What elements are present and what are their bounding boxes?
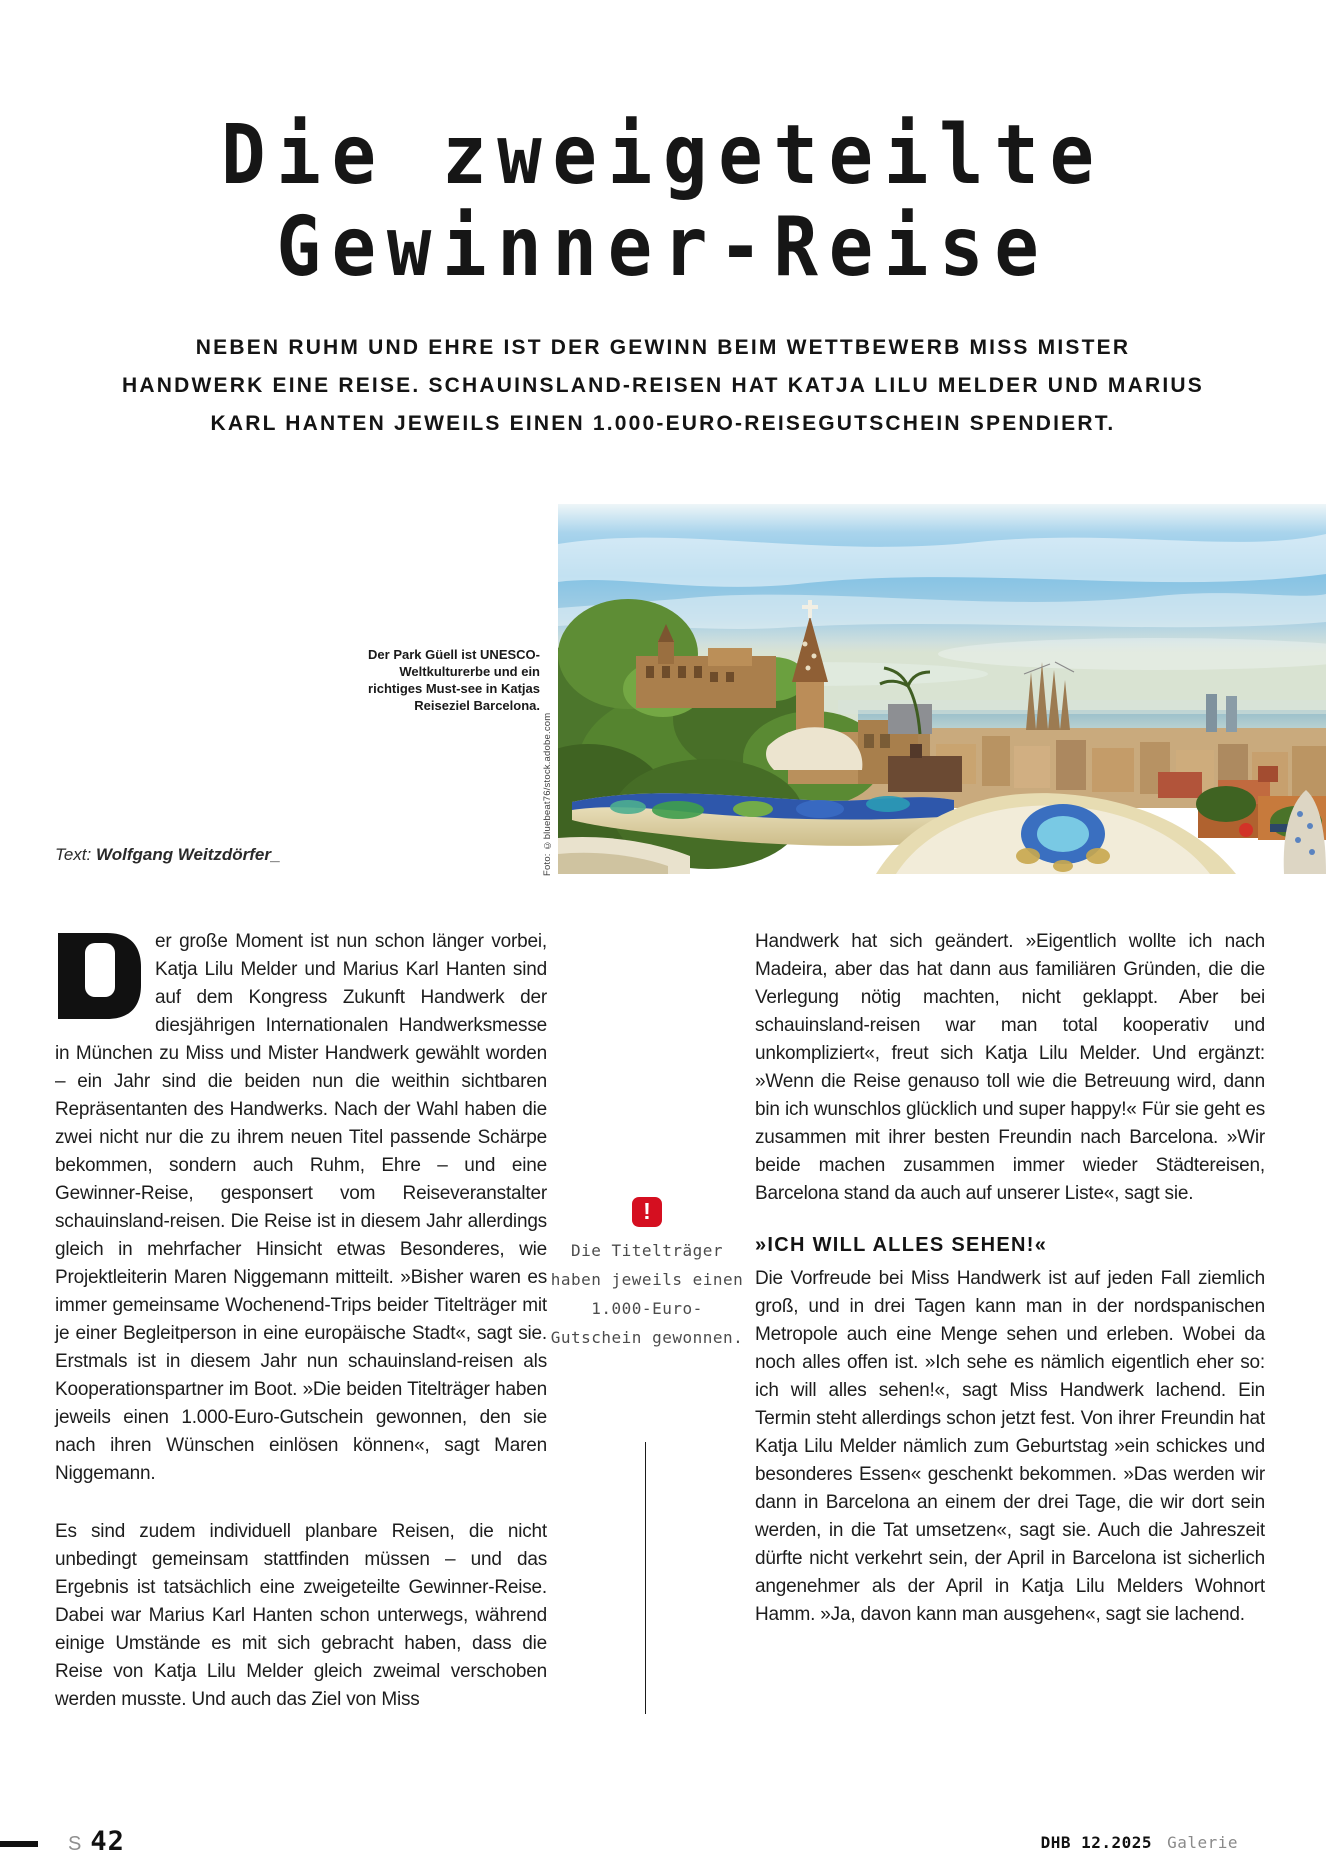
standfirst-line-2: HANDWERK EINE REISE. SCHAUINSLAND-REISEN HAT KATJA LILU MELDER UND MARIUS [122,374,1204,397]
body-text-right-p1: Handwerk hat sich geändert. »Eigentlich wollte ich nach Madeira, aber das hat dann aus familiären Gründen, die die Verlegung nötig machten, nicht geklappt. Aber bei schauinsland-reisen war man total kooperativ und unkompliziert«, freut sich Katja Lilu Melder. Und ergänzt: »Wenn die Reise genauso toll wie die Betreuung wird, dann bin ich wunschlos glücklich und super happy!« Für sie geht es zusammen mit ihrer besten Freundin nach Barcelona. »Wir beide machen zusammen immer wieder Städtereisen, Barcelona stand da auch auf unserer Liste«, sagt sie. [755,931,1265,1204]
issue-label: DHB 12.2025 [1040,1833,1153,1852]
park-guell-photo-illustration [558,504,1326,874]
footer-issue-info [1041,1833,1238,1852]
standfirst-line-1: NEBEN RUHM UND EHRE IST DER GEWINN BEIM WETTBEWERB MISS MISTER [195,336,1131,359]
body-text-left-p1: er große Moment ist nun schon länger vorbei, Katja Lilu Melder und Marius Karl Hanten sind auf dem Kongress Zukunft Handwerk der diesjährigen Internationalen Handwerksmesse in München zu Miss und Mister Handwerk gewählt worden – ein Jahr sind die beiden nun die weithin sichtbaren Repräsentanten des Handwerks. Nach der Wahl haben die zwei nicht nur die zu ihrem neuen Titel passende Schärpe bekommen, sondern auch Ruhm, Ehre – und eine Gewinner-Reise, gesponsert vom Reiseveranstalter schauinsland-reisen. Die Reise ist in diesem Jahr allerdings gleich in mehrfacher Hinsicht etwas Besonderes, wie Projektleiterin Maren Niggemann mitteilt. »Bisher waren es immer gemeinsame Wochenend-Trips beider Titelträger mit je einer Begleitperson in eine europäische Stadt«, sagt sie. Erstmals ist in diesem Jahr nun schauinsland-reisen als Kooperationspartner im Boot. »Die beiden Titelträger haben jeweils einen 1.000-Euro-Gutschein gewonnen, den sie nach ihren Wünschen einlösen können«, sagt Maren Niggemann. [55,931,547,1484]
page-title-line-2: Gewinner-Reise [276,200,1050,295]
article-column-left [55,928,547,1714]
body-text-left-p2: Es sind zudem individuell planbare Reisen, die nicht unbedingt gemeinsam stattfinden müssen – und das Ergebnis ist tatsächlich eine zweigeteilte Gewinner-Reise. Dabei war Marius Karl Hanten schon unterwegs, während einige Umstände es mit sich gebracht haben, dass die Reise von Katja Lilu Melder gleich zweimal verschoben werden musste. Und auch das Ziel von Miss [55,1521,547,1710]
section-heading: »ICH WILL ALLES SEHEN!« [755,1234,1048,1256]
section-label: Galerie [1167,1833,1238,1852]
barcelona-park-guell-photo [558,504,1326,874]
page-title-line-1: Die zweigeteilte [221,108,1105,203]
page-number-prefix: S [68,1833,82,1855]
gutter-divider-line [645,1442,646,1714]
byline-author: Wolfgang Weitzdörfer_ [95,845,281,864]
footer-rule-bar [0,1841,38,1847]
byline-label: Text: [55,845,92,864]
page-number-value: 42 [90,1826,125,1857]
byline [55,845,280,865]
body-text-right-p2: Die Vorfreude bei Miss Handwerk ist auf jeden Fall ziemlich groß, und in drei Tagen kann man in der nordspanischen Metropole auch eine Menge sehen und erleben. Wobei da noch alles offen ist. »Ich sehe es nämlich eigentlich eher so: ich will alles sehen!«, sagt Miss Handwerk lachend. Ein Termin steht allerdings schon jetzt fest. Von ihrer Freundin hat Katja Lilu Melder nämlich zum Geburtstag »ein schickes und besonderes Essen« geschenkt bekommen. »Das werden wir dann in Barcelona an einem der drei Tage, die wir dort sein werden, in die Tat umsetzen«, sagt sie. Auch die Jahreszeit dürfte nicht verkehrt sein, der April in Barcelona ist sicherlich angenehmer als der April in Katja Lilu Melders Wohnort Hamm. »Ja, davon kann man ausgehen«, sagt sie lachend. [755,1268,1265,1625]
standfirst [0,329,1326,443]
exclamation-icon: ! [632,1197,662,1227]
photo-caption: Der Park Güell ist UNESCO-Weltkulturerbe und ein richtiges Must-see in Katjas Reiseziel Barcelona. [368,647,540,713]
article-column-right [755,928,1265,1629]
photo-credit: Foto: ©bluebeat76/stock.adobe.com [542,712,553,876]
paragraph [55,928,547,1488]
pullquote-text: Die Titelträger haben jeweils einen 1.000-Euro-Gutschein gewonnen. [550,1241,744,1347]
page-title [66,110,1259,294]
pullquote [548,1197,746,1352]
page-number [68,1826,125,1857]
dropcap-letter-d [55,933,143,1019]
standfirst-line-3: KARL HANTEN JEWEILS EINEN 1.000-EURO-REISEGUTSCHEIN SPENDIERT. [210,412,1116,435]
